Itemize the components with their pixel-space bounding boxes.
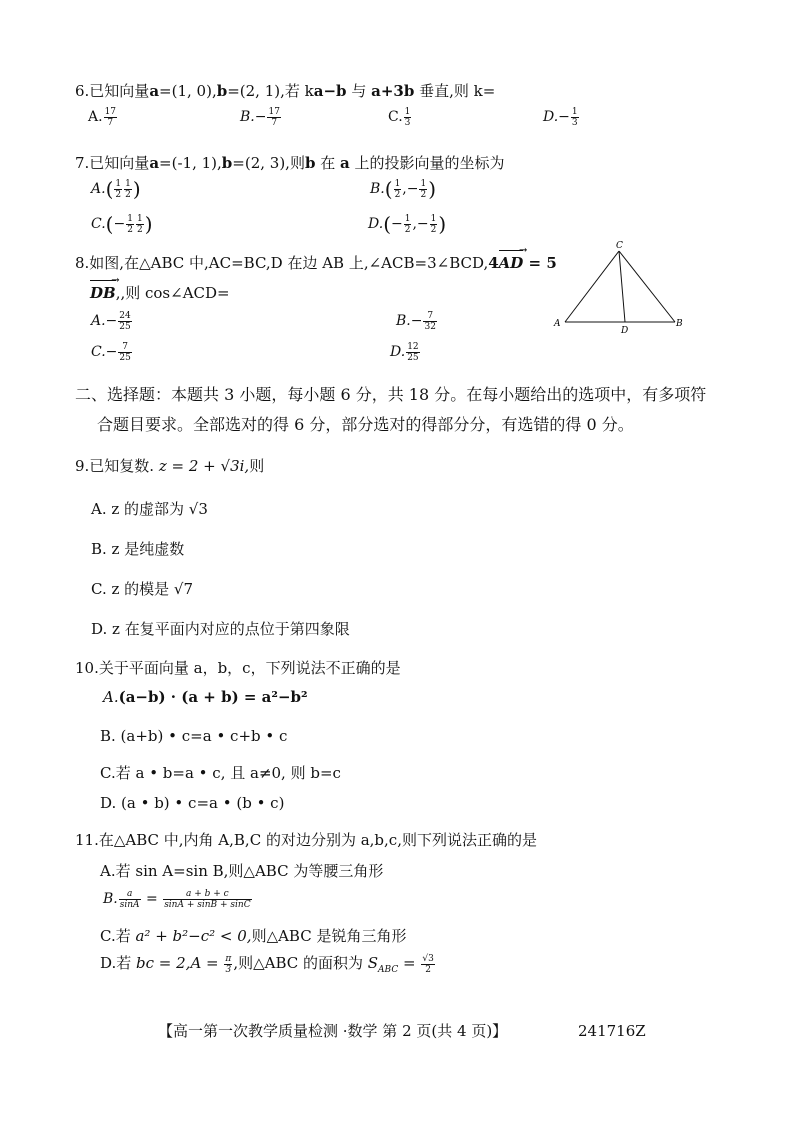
label-c: C bbox=[616, 241, 623, 251]
q10-option-a: A.(a−b) · (a + b) = a²−b² bbox=[103, 688, 308, 706]
section-2-instructions: 合题目要求。全部选对的得 6 分，部分选对的得部分分，有选错的得 0 分。 bbox=[97, 415, 634, 434]
q11-option-b: B. $\frac{a}{\sin A}$ = $\frac{a + b + c}{\sin A + \sin B + \sin C}$ bbox=[103, 888, 251, 910]
q9-option-b: B. z 是纯虚数 bbox=[91, 540, 185, 558]
question-7-stem: 7.已知向量a=(-1, 1),b=(2, 3),则b 在 a 上的投影向量的坐标为 bbox=[75, 154, 505, 172]
vector-ad: AD → bbox=[499, 252, 524, 274]
q11-option-d: D.若 bc = 2,A = $\frac{\pi}{3}$ ,则△ABC 的面积为 $S_{ABC}$ = $\frac{√3}{2}$ bbox=[100, 953, 434, 975]
q11-option-c: C.若 a² + b²−c² < 0,则△ABC 是锐角三角形 bbox=[100, 927, 407, 945]
q9-option-c: C. z 的模是 √7 bbox=[91, 580, 194, 598]
side-ac bbox=[565, 251, 619, 322]
q10-option-b: B. (a+b) • c=a • c+b • c bbox=[100, 727, 288, 745]
question-11-stem: 11.在△ABC 中,内角 A,B,C 的对边分别为 a,b,c,则下列说法正确的是 bbox=[75, 831, 537, 849]
q9-option-d: D. z 在复平面内对应的点位于第四象限 bbox=[91, 620, 350, 638]
q7-option-c: C.(− $\frac{1}{2}$ $\frac{1}{2}$ ) bbox=[91, 212, 153, 236]
paper-code: 241716Z bbox=[578, 1022, 646, 1040]
question-8-stem-line2: DB →,,则 cos∠ACD= bbox=[90, 282, 230, 304]
question-10-stem: 10.关于平面向量 a，b，c，下列说法不正确的是 bbox=[75, 659, 401, 677]
page-footer: 【高一第一次教学质量检测 ·数学 第 2 页(共 4 页)】 bbox=[158, 1022, 508, 1040]
q6-option-a: A. $\frac{17}{7}$ bbox=[88, 106, 117, 128]
q7-option-b: B.( $\frac{1}{2}$ ,− $\frac{1}{2}$ ) bbox=[370, 177, 437, 201]
segment-cd bbox=[619, 251, 625, 322]
q6-option-d: D.− $\frac{1}{3}$ bbox=[543, 106, 578, 128]
q9-option-a: A. z 的虚部为 √3 bbox=[91, 500, 208, 518]
q6-option-b: B.− $\frac{17}{7}$ bbox=[240, 106, 280, 128]
section-2-heading: 二、选择题：本题共 3 小题，每小题 6 分，共 18 分。在每小题给出的选项中，有多项符 bbox=[75, 385, 707, 404]
q8-option-c: C.− $\frac{7}{25}$ bbox=[91, 341, 131, 363]
label-d: D bbox=[621, 326, 629, 336]
side-bc bbox=[619, 251, 675, 322]
triangle-figure bbox=[548, 238, 698, 338]
question-8-stem: 8.如图,在△ABC 中,AC=BC,D 在边 AB 上,∠ACB=3∠BCD,4AD → = 5 bbox=[75, 252, 557, 274]
q11-option-a: A.若 sin A=sin B,则△ABC 为等腰三角形 bbox=[100, 862, 384, 880]
q7-option-a: A.( $\frac{1}{2}$ $\frac{1}{2}$ ) bbox=[91, 177, 141, 201]
label-b: B bbox=[676, 319, 683, 329]
q10-option-d: D. (a • b) • c=a • (b • c) bbox=[100, 794, 285, 812]
vector-db: DB → bbox=[90, 282, 116, 304]
q8-option-d: D. $\frac{12}{25}$ bbox=[390, 341, 419, 363]
q7-option-d: D.(− $\frac{1}{2}$ ,− $\frac{1}{2}$ ) bbox=[368, 212, 447, 236]
q8-option-a: A.− $\frac{24}{25}$ bbox=[91, 310, 131, 332]
label-a: A bbox=[554, 319, 561, 329]
q10-option-c: C.若 a • b=a • c, 且 a≠0, 则 b=c bbox=[100, 764, 341, 782]
question-6-stem: 6.已知向量a=(1, 0),b=(2, 1),若 ka−b 与 a+3b 垂直,则 k= bbox=[75, 82, 496, 100]
question-9-stem: 9.已知复数. z = 2 + √3i,则 bbox=[75, 457, 265, 475]
q6-option-c: C. $\frac{1}{3}$ bbox=[388, 106, 411, 128]
q8-option-b: B.− $\frac{7}{32}$ bbox=[396, 310, 436, 332]
